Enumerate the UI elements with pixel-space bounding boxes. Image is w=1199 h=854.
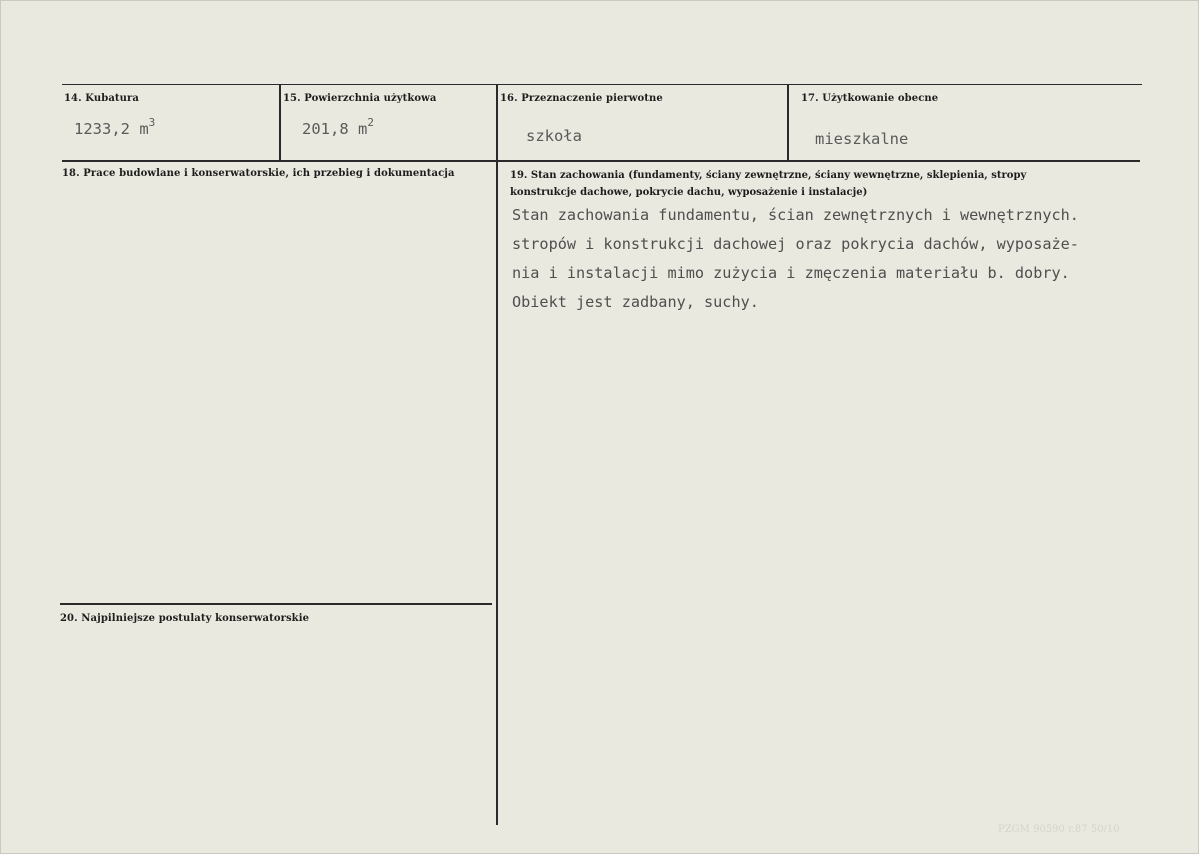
field-19-label: 19. Stan zachowania (fundamenty, ściany zewnętrzne, ściany wewnętrzne, sklepienia, stropy konstrukcje dachowe, pokrycie dachu, wyposażenie i instalacje) bbox=[510, 170, 1027, 198]
divider-16-17 bbox=[787, 85, 789, 161]
field-18-label: 18. Prace budowlane i konserwatorskie, ich przebieg i dokumentacja bbox=[62, 168, 455, 179]
rule-top bbox=[62, 84, 1142, 85]
field-19-line: Stan zachowania fundamentu, ścian zewnętrznych i wewnętrznych. bbox=[512, 206, 1079, 224]
rule-header-bottom bbox=[62, 160, 1140, 162]
field-20-label: 20. Najpilniejsze postulaty konserwatorskie bbox=[60, 613, 310, 624]
field-14-number: 1233,2 m bbox=[74, 120, 149, 139]
field-19-text bbox=[512, 201, 1079, 317]
field-16-value: szkoła bbox=[526, 127, 582, 145]
field-19-line: stropów i konstrukcji dachowej oraz pokrycia dachów, wyposaże- bbox=[512, 235, 1079, 253]
print-code: PZGM 90590 r.87 50/10 bbox=[998, 824, 1120, 835]
field-19-line: Obiekt jest zadbany, suchy. bbox=[512, 293, 759, 311]
field-15-label: 15. Powierzchnia użytkowa bbox=[283, 93, 437, 104]
field-15-value bbox=[302, 118, 374, 138]
rule-field20-top bbox=[60, 603, 492, 605]
field-14-label: 14. Kubatura bbox=[64, 93, 139, 104]
field-19-line: nia i instalacji mimo zużycia i zmęczenia materiału b. dobry. bbox=[512, 264, 1070, 282]
field-17-label: 17. Użytkowanie obecne bbox=[801, 93, 939, 104]
field-15-exponent: 2 bbox=[367, 116, 374, 129]
field-16-label: 16. Przeznaczenie pierwotne bbox=[500, 93, 663, 104]
divider-14-15 bbox=[279, 85, 281, 161]
divider-15-16 bbox=[496, 85, 498, 825]
field-14-value bbox=[74, 118, 155, 138]
field-15-number: 201,8 m bbox=[302, 120, 368, 139]
field-17-value: mieszkalne bbox=[815, 130, 909, 148]
field-14-exponent: 3 bbox=[148, 116, 156, 129]
